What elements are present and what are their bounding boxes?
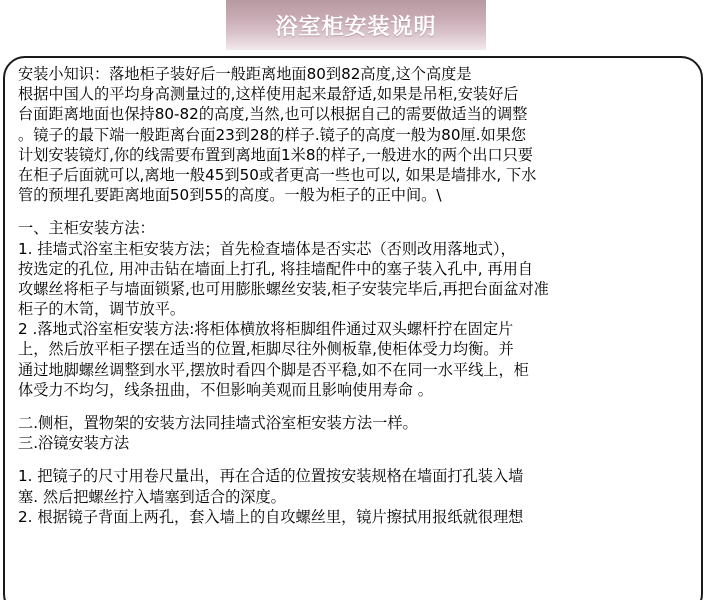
section-line: 塞. 然后把螺丝拧入墙塞到适合的深度。 xyxy=(18,487,286,506)
mirror-section xyxy=(18,466,698,527)
section-line: 攻螺丝将柜子与墙面锁紧,也可用膨胀螺丝安装,柜子安装完毕后,再把台面盆对准 xyxy=(18,279,549,298)
section-line: 2 .落地式浴室柜安装方法:将柜体横放将柜脚组件通过双头螺杆拧在固定片 xyxy=(18,320,514,339)
page-title: 浴室柜安装说明 xyxy=(275,14,437,40)
section-line: 体受力不均匀，线条扭曲，不但影响美观而且影响使用寿命 。 xyxy=(18,380,433,399)
section-heading: 一、主柜安装方法： xyxy=(18,219,155,238)
section-line: 通过地脚螺丝调整到水平,摆放时看四个脚是否平稳,如不在同一水平线上，柜 xyxy=(18,360,529,379)
intro-line: 管的预埋孔要距离地面50到55的高度。一般为柜子的正中间。\ xyxy=(18,186,442,205)
section-line: 上，然后放平柜子摆在适当的位置,柜脚尽往外侧板靠,使柜体受力均衡。并 xyxy=(18,340,514,359)
section-line: 柜子的木笥，调节放平。 xyxy=(18,300,186,319)
main-cabinet-section xyxy=(18,218,698,400)
paragraph-gap xyxy=(18,400,698,413)
intro-line: 计划安装镜灯,你的线需要布置到离地面1米8的样子,一般进水的两个出口只要 xyxy=(18,145,533,164)
instructions-body xyxy=(18,64,698,527)
intro-line: 。镜子的最下端一般距离台面23到28的样子.镜子的高度一般为80厘.如果您 xyxy=(18,125,527,144)
intro-line: 台面距离地面也保持80-82的高度,当然,也可以根据自己的需要做适当的调整 xyxy=(18,105,528,124)
section-line: 1. 把镜子的尺寸用卷尺量出，再在合适的位置按安装规格在墙面打孔装入墙 xyxy=(18,467,524,486)
intro-paragraph xyxy=(18,64,698,205)
side-cabinet-section xyxy=(18,413,698,453)
intro-line: 安装小知识：落地柜子装好后一般距离地面80到82高度,这个高度是 xyxy=(18,65,472,83)
section-line: 按选定的孔位, 用冲击钻在墙面上打孔, 将挂墙配件中的塞子装入孔中, 再用自 xyxy=(18,259,533,278)
section-line: 1. 挂墙式浴室主柜安装方法；首先检查墙体是否实芯（否则改用落地式）， xyxy=(18,239,516,258)
intro-line: 在柜子后面就可以,离地一般45到50或者更高一些也可以, 如果是墙排水, 下水 xyxy=(18,165,537,184)
section-heading: 三.浴镜安装方法 xyxy=(18,434,130,453)
paragraph-gap xyxy=(18,205,698,218)
title-banner xyxy=(226,0,486,50)
section-line: 2. 根据镜子背面上两孔，套入墙上的自攻螺丝里，镜片擦拭用报纸就很理想 xyxy=(18,507,524,526)
section-line: 二.侧柜，置物架的安装方法同挂墙式浴室柜安装方法一样。 xyxy=(18,414,418,432)
paragraph-gap xyxy=(18,453,698,466)
intro-line: 根据中国人的平均身高测量过的,这样使用起来最舒适,如果是吊柜,安装好后 xyxy=(18,85,519,104)
